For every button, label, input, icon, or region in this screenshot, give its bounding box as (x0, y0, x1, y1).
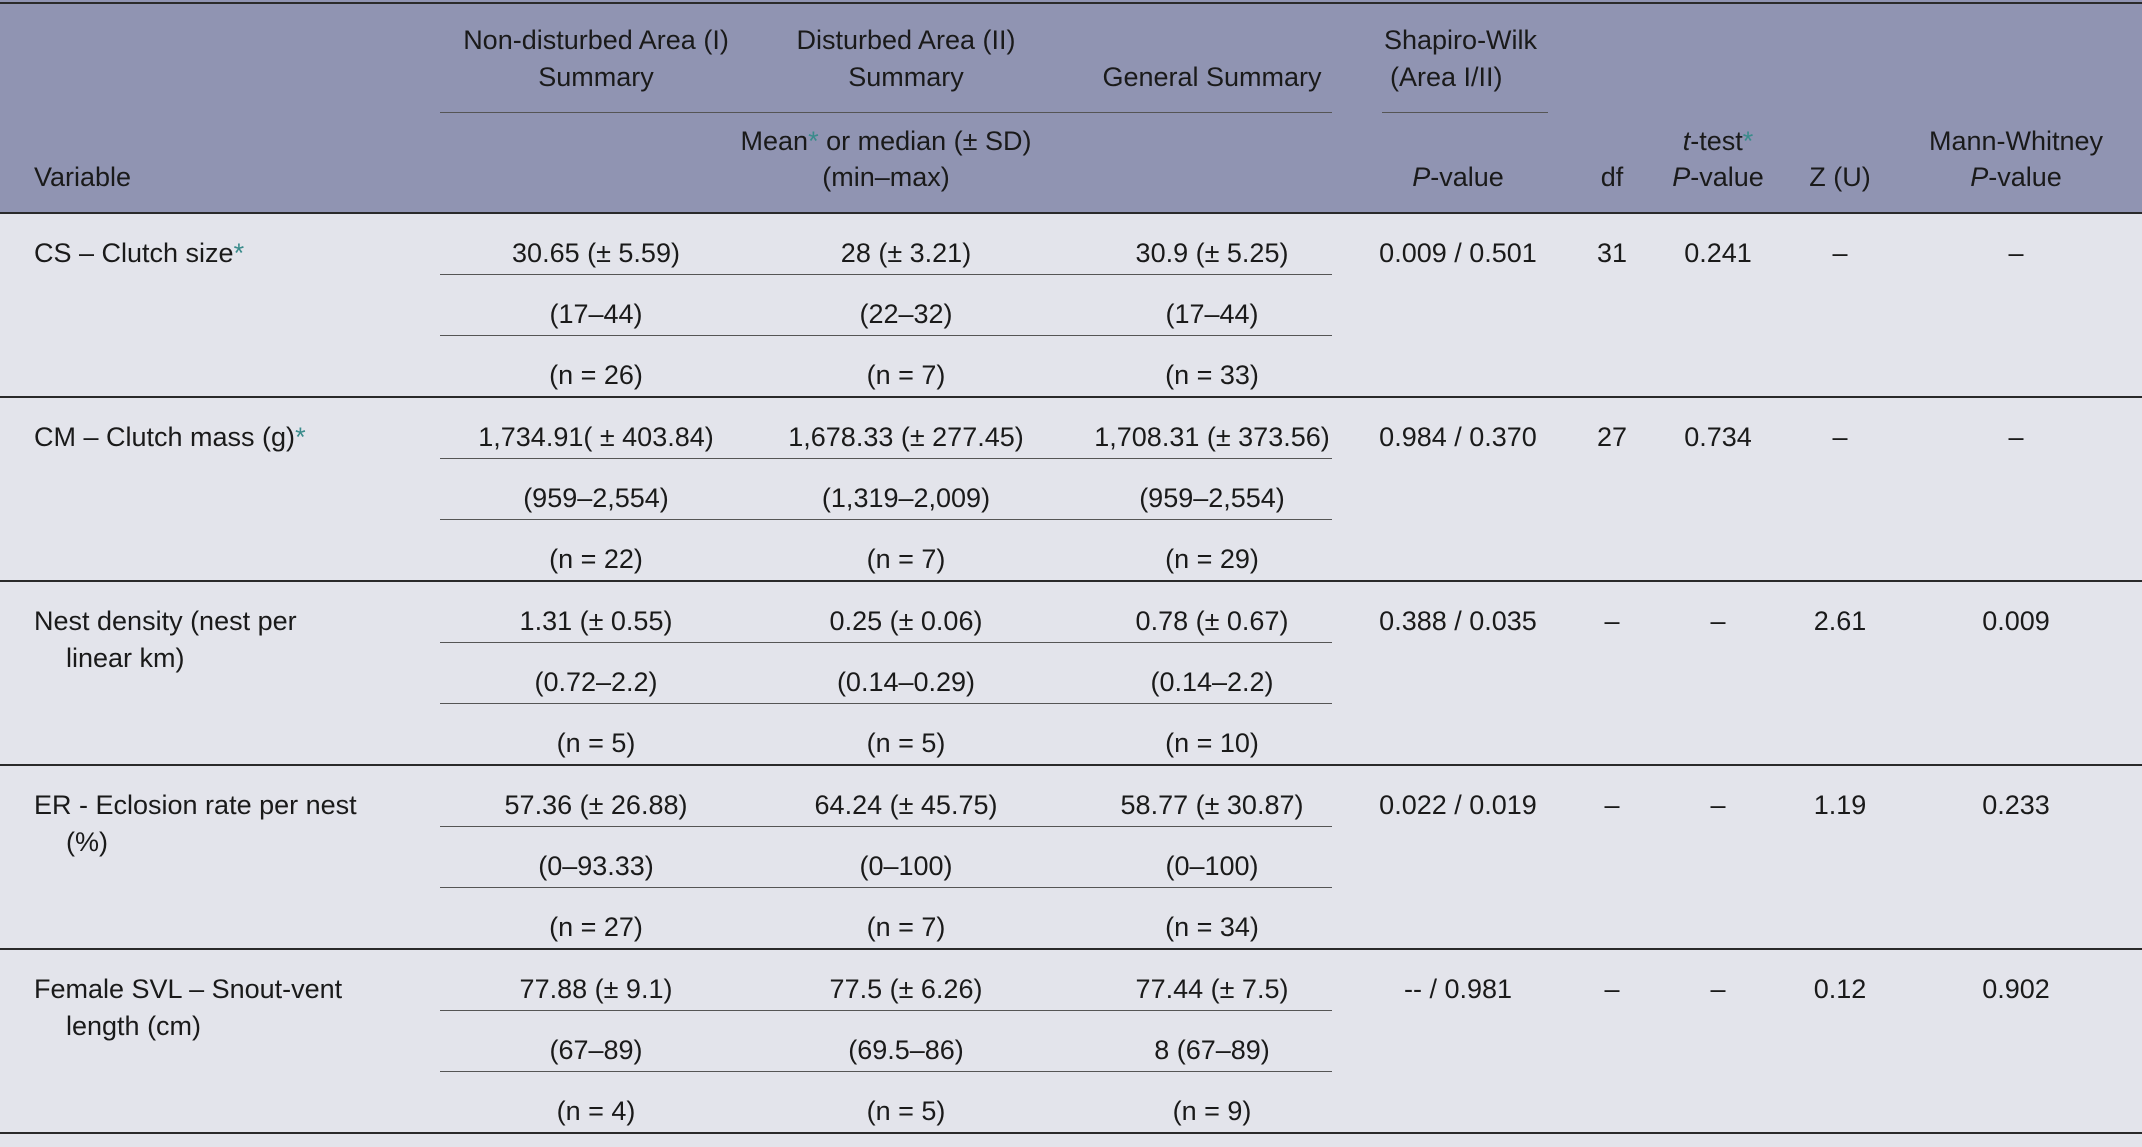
header-sw-rest: -value (1430, 162, 1504, 192)
row-label-text: ER - Eclosion rate per nest (34, 790, 357, 820)
cell-area1-range: (17–44) (549, 299, 643, 329)
header-area2-line1: Disturbed Area (II) (796, 25, 1016, 55)
cell-df: 31 (1596, 238, 1628, 268)
header-area1-line1: Non-disturbed Area (I) (463, 25, 729, 55)
cell-area1-n: (n = 22) (549, 544, 643, 574)
row-bottom-rule (0, 948, 2142, 950)
row-label-asterisk: * (295, 422, 306, 452)
row-label-text: Female SVL – Snout-vent (34, 974, 343, 1004)
cell-general-range: (17–44) (1165, 299, 1259, 329)
cell-general-n: (n = 9) (1172, 1096, 1252, 1126)
cell-general-n: (n = 34) (1165, 912, 1259, 942)
header-mw-line1: Mann-Whitney (1928, 126, 2104, 156)
cell-shapiro: 0.984 / 0.370 (1379, 422, 1537, 452)
cell-area2-n: (n = 5) (866, 728, 946, 758)
row-subrule (440, 1071, 1332, 1072)
header-z: Z (U) (1809, 162, 1871, 192)
cell-z: – (1832, 238, 1848, 268)
cell-area1-value: 1.31 (± 0.55) (519, 606, 673, 636)
cell-ttest: – (1710, 606, 1726, 636)
top-rule (0, 2, 2142, 4)
header-ttest-asterisk: * (1742, 126, 1754, 156)
cell-general-value: 58.77 (± 30.87) (1120, 790, 1304, 820)
cell-shapiro: 0.009 / 0.501 (1379, 238, 1537, 268)
summary-subrule (440, 112, 1332, 113)
cell-general-range: (0.14–2.2) (1150, 667, 1274, 697)
header-area2-line2: Summary (848, 62, 964, 92)
cell-general-value: 1,708.31 (± 373.56) (1094, 422, 1330, 452)
header-mw-p-rest: -value (1988, 162, 2062, 192)
cell-area1-value: 57.36 (± 26.88) (504, 790, 688, 820)
header-mean-line2: (min–max) (822, 162, 950, 192)
row-subrule (440, 826, 1332, 827)
cell-area2-value: 28 (± 3.21) (840, 238, 972, 268)
cell-area2-range: (22–32) (859, 299, 953, 329)
row-bottom-rule (0, 764, 2142, 766)
header-mean-asterisk: * (808, 126, 819, 156)
row-bottom-rule (0, 396, 2142, 398)
row-bottom-rule (0, 580, 2142, 582)
cell-df: – (1604, 974, 1620, 1004)
cell-general-n: (n = 10) (1165, 728, 1259, 758)
cell-z: 2.61 (1813, 606, 1867, 636)
header-ttest-t: t (1682, 126, 1691, 156)
cell-area2-range: (0–100) (859, 851, 953, 881)
header-ttest-line2 (1672, 159, 1764, 196)
cell-general-value: 30.9 (± 5.25) (1135, 238, 1289, 268)
row-bottom-rule (0, 1132, 2142, 1134)
cell-area1-n: (n = 26) (549, 360, 643, 390)
header-variable: Variable (34, 162, 132, 192)
row-label-continuation: length (cm) (66, 1011, 202, 1041)
cell-general-value: 77.44 (± 7.5) (1135, 974, 1289, 1004)
cell-area2-value: 77.5 (± 6.26) (829, 974, 983, 1004)
row-subrule (440, 1010, 1332, 1011)
header-general: General Summary (1102, 62, 1322, 92)
cell-mann-whitney: 0.233 (1982, 790, 2050, 820)
row-label (34, 787, 357, 824)
row-subrule (440, 458, 1332, 459)
row-label (34, 603, 297, 640)
cell-z: – (1832, 422, 1848, 452)
header-sw-p: P (1412, 162, 1431, 192)
cell-area2-value: 1,678.33 (± 277.45) (788, 422, 1024, 452)
cell-general-range: 8 (67–89) (1154, 1035, 1270, 1065)
row-label-asterisk: * (233, 238, 245, 268)
header-bottom-rule (0, 212, 2142, 214)
cell-shapiro: 0.022 / 0.019 (1379, 790, 1537, 820)
cell-mann-whitney: – (2008, 422, 2024, 452)
cell-area1-n: (n = 5) (556, 728, 636, 758)
cell-area2-range: (1,319–2,009) (821, 483, 991, 513)
cell-df: – (1604, 606, 1620, 636)
row-label-text: CM – Clutch mass (g) (34, 422, 296, 452)
cell-area1-value: 30.65 (± 5.59) (512, 238, 680, 268)
row-label (34, 235, 244, 272)
cell-ttest: – (1710, 974, 1726, 1004)
cell-area1-range: (0.72–2.2) (534, 667, 658, 697)
cell-shapiro: -- / 0.981 (1403, 974, 1513, 1004)
cell-area2-range: (0.14–0.29) (836, 667, 976, 697)
header-mw-line2 (1970, 159, 2062, 196)
cell-area1-range: (0–93.33) (538, 851, 654, 881)
header-ttest-line1 (1683, 123, 1754, 160)
row-label-continuation: linear km) (66, 643, 185, 673)
header-mw-p: P (1970, 162, 1989, 192)
cell-area2-n: (n = 7) (866, 544, 946, 574)
cell-z: 1.19 (1813, 790, 1867, 820)
cell-area1-n: (n = 4) (556, 1096, 636, 1126)
cell-area2-n: (n = 5) (866, 1096, 946, 1126)
header-shapiro-line1: Shapiro-Wilk (1384, 25, 1538, 55)
cell-general-n: (n = 29) (1165, 544, 1259, 574)
row-subrule (440, 642, 1332, 643)
cell-area2-range: (69.5–86) (848, 1035, 964, 1065)
cell-df: – (1604, 790, 1620, 820)
row-subrule (440, 887, 1332, 888)
header-ttest-p: P (1672, 162, 1691, 192)
cell-shapiro: 0.388 / 0.035 (1379, 606, 1537, 636)
shapiro-subrule (1382, 112, 1548, 113)
header-sw-pvalue (1412, 159, 1504, 196)
header-ttest-rest: -test (1690, 126, 1743, 156)
cell-area1-range: (67–89) (549, 1035, 643, 1065)
cell-general-range: (959–2,554) (1139, 483, 1285, 513)
row-label (34, 971, 342, 1008)
header-ttest-p-rest: -value (1690, 162, 1764, 192)
row-subrule (440, 703, 1332, 704)
cell-df: 27 (1596, 422, 1628, 452)
row-subrule (440, 274, 1332, 275)
header-shapiro-line2: (Area I/II) (1390, 62, 1503, 92)
cell-mann-whitney: 0.009 (1982, 606, 2050, 636)
cell-z: 0.12 (1813, 974, 1867, 1004)
cell-area1-n: (n = 27) (549, 912, 643, 942)
cell-area1-value: 1,734.91( ± 403.84) (478, 422, 714, 452)
cell-area2-value: 0.25 (± 0.06) (829, 606, 983, 636)
cell-area2-n: (n = 7) (866, 912, 946, 942)
cell-ttest: 0.241 (1684, 238, 1752, 268)
cell-general-value: 0.78 (± 0.67) (1135, 606, 1289, 636)
cell-mann-whitney: – (2008, 238, 2024, 268)
cell-mann-whitney: 0.902 (1982, 974, 2050, 1004)
row-label-text: CS – Clutch size (34, 238, 234, 268)
cell-general-n: (n = 33) (1165, 360, 1259, 390)
cell-area2-value: 64.24 (± 45.75) (814, 790, 998, 820)
row-label (34, 419, 306, 456)
cell-general-range: (0–100) (1165, 851, 1259, 881)
cell-ttest: – (1710, 790, 1726, 820)
header-area1-line2: Summary (538, 62, 654, 92)
row-label-text: Nest density (nest per (34, 606, 297, 636)
cell-area2-n: (n = 7) (866, 360, 946, 390)
header-df: df (1600, 162, 1624, 192)
header-mean-line1 (741, 123, 1032, 160)
cell-area1-range: (959–2,554) (523, 483, 669, 513)
row-subrule (440, 519, 1332, 520)
row-label-continuation: (%) (66, 827, 108, 857)
header-mean-word: Mean (740, 126, 809, 156)
row-subrule (440, 335, 1332, 336)
cell-ttest: 0.734 (1684, 422, 1752, 452)
cell-area1-value: 77.88 (± 9.1) (519, 974, 673, 1004)
header-mean-rest: or median (± SD) (818, 126, 1032, 156)
